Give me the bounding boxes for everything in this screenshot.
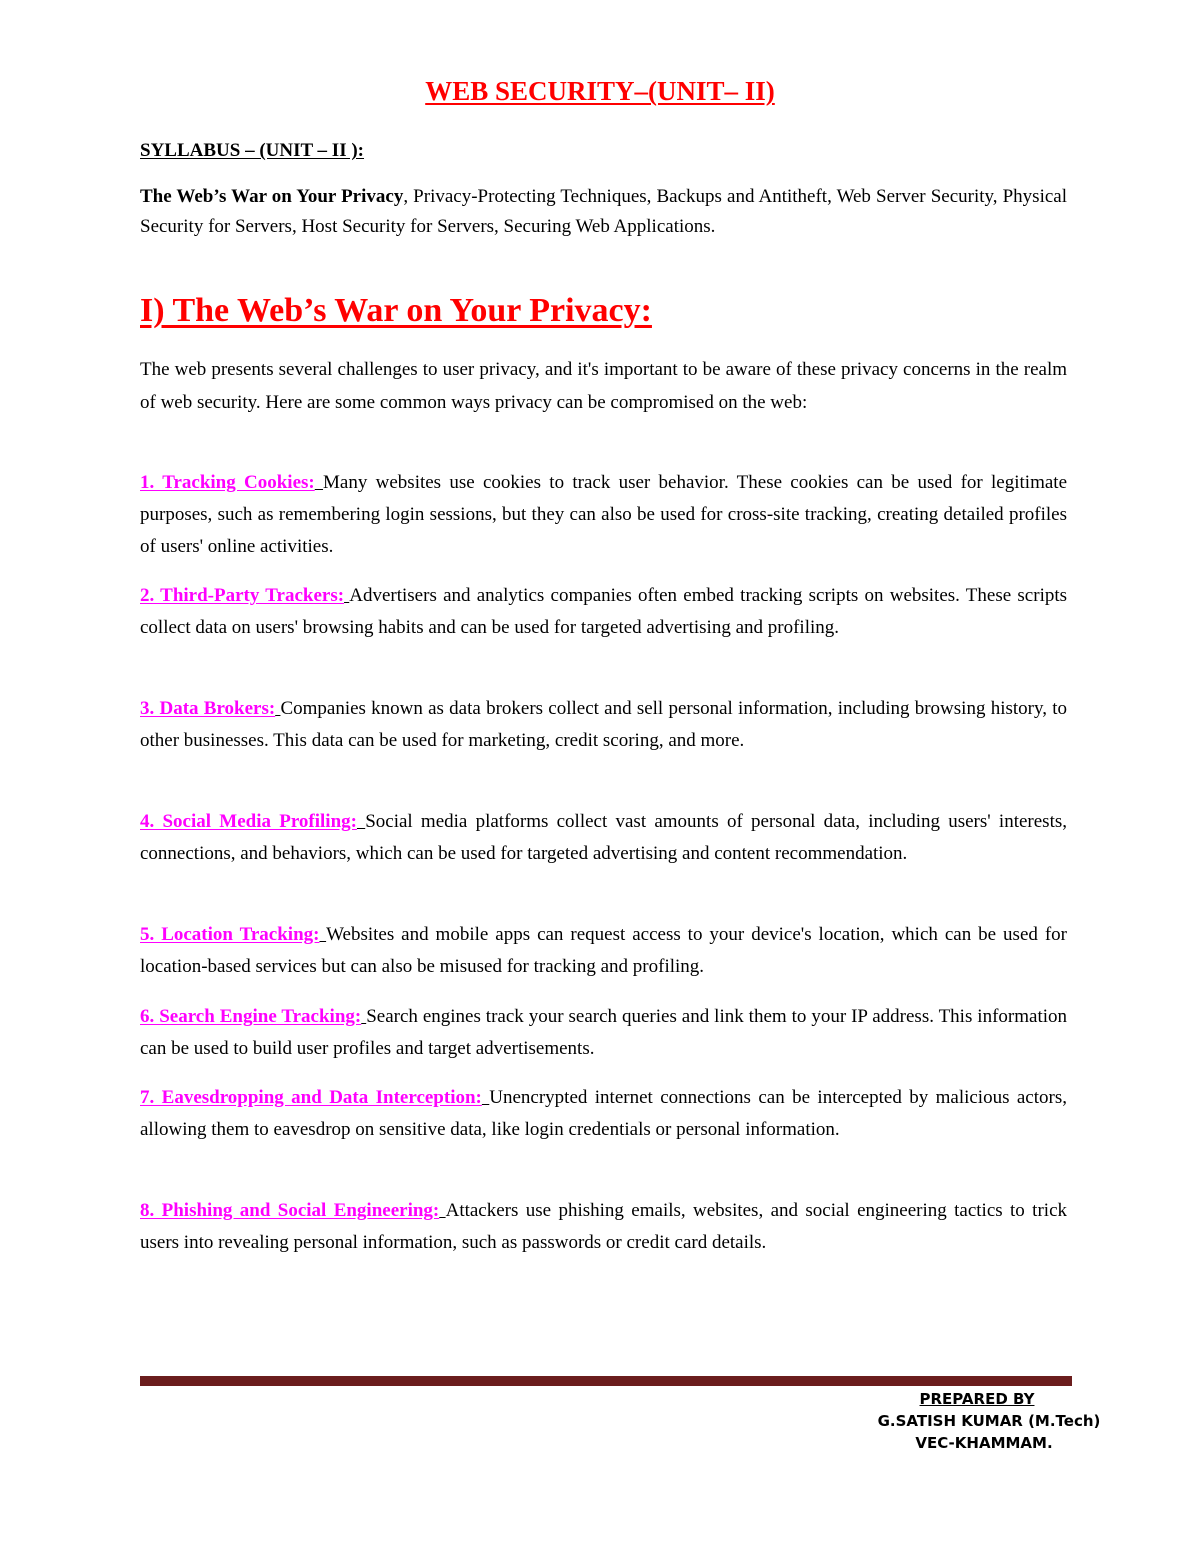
list-item bbox=[140, 919, 1067, 983]
institution-name: VEC-KHAMMAM. bbox=[915, 1434, 1053, 1452]
syllabus-topics: , Privacy-Protecting Techniques, Backups and Antitheft, Web Server Security, Physical Security for Servers, Host Security for Servers, Securing Web Applications. bbox=[140, 186, 1068, 237]
section-intro: The web presents several challenges to user privacy, and it's important to be aware of these privacy concerns in the realm of web security. Here are some common ways privacy can be compromised on the web: bbox=[140, 359, 1067, 413]
footer-credits bbox=[800, 1388, 1100, 1454]
syllabus-body bbox=[140, 182, 1067, 242]
list-item-term: 2. Third-Party Trackers: bbox=[140, 585, 345, 606]
list-item-text: Websites and mobile apps can request access to your device's location, which can be used for location-based services but can also be misused for tracking and profiling. bbox=[140, 924, 1067, 977]
section-heading: I) The Web’s War on Your Privacy: bbox=[140, 292, 652, 329]
list-item bbox=[140, 806, 1067, 870]
list-item-term: 3. Data Brokers: bbox=[140, 698, 276, 719]
document-title: WEB SECURITY–(UNIT– II) bbox=[425, 76, 775, 106]
list-item-text: Advertisers and analytics companies often embed tracking scripts on websites. These scripts collect data on users' browsing habits and can be used for targeted advertising and profiling. bbox=[140, 585, 1068, 638]
list-item-text: Many websites use cookies to track user behavior. These cookies can be used for legitimate purposes, such as remembering login sessions, but they can also be used for cross-site tracking, creating detailed profiles of users' online activities. bbox=[140, 472, 1068, 557]
list-item bbox=[140, 580, 1067, 644]
list-item-term: 5. Location Tracking: bbox=[140, 924, 320, 945]
list-item bbox=[140, 1001, 1067, 1065]
list-item-term: 7. Eavesdropping and Data Interception: bbox=[140, 1087, 482, 1108]
author-name: G.SATISH KUMAR (M.Tech) bbox=[877, 1412, 1101, 1430]
prepared-by-label: PREPARED BY bbox=[919, 1390, 1035, 1408]
syllabus-heading: SYLLABUS – (UNIT – II ): bbox=[140, 140, 365, 161]
list-item-text: Unencrypted internet connections can be intercepted by malicious actors, allowing them to eavesdrop on sensitive data, like login credentials or personal information. bbox=[140, 1087, 1067, 1140]
list-item-term: 6. Search Engine Tracking: bbox=[140, 1006, 362, 1027]
list-item-text: Social media platforms collect vast amounts of personal data, including users' interests, connections, and behaviors, which can be used for targeted advertising and content recommendation. bbox=[140, 811, 1067, 864]
list-item-text: Search engines track your search queries and link them to your IP address. This information can be used to build user profiles and target advertisements. bbox=[140, 1006, 1067, 1059]
list-item bbox=[140, 1082, 1067, 1146]
list-item-term: 4. Social Media Profiling: bbox=[140, 811, 357, 832]
list-item-text: Attackers use phishing emails, websites, and social engineering tactics to trick users into revealing personal information, such as passwords or credit card details. bbox=[140, 1200, 1068, 1253]
footer-divider bbox=[140, 1376, 1072, 1386]
syllabus-lead-topic: The Web’s War on Your Privacy bbox=[140, 186, 404, 207]
list-item bbox=[140, 693, 1067, 757]
list-item-term: 1. Tracking Cookies: bbox=[140, 472, 315, 493]
list-item-text: Companies known as data brokers collect and sell personal information, including browsing history, to other businesses. This data can be used for marketing, credit scoring, and more. bbox=[140, 698, 1067, 751]
list-item bbox=[140, 467, 1067, 563]
list-item-term: 8. Phishing and Social Engineering: bbox=[140, 1200, 440, 1221]
list-item bbox=[140, 1195, 1067, 1259]
